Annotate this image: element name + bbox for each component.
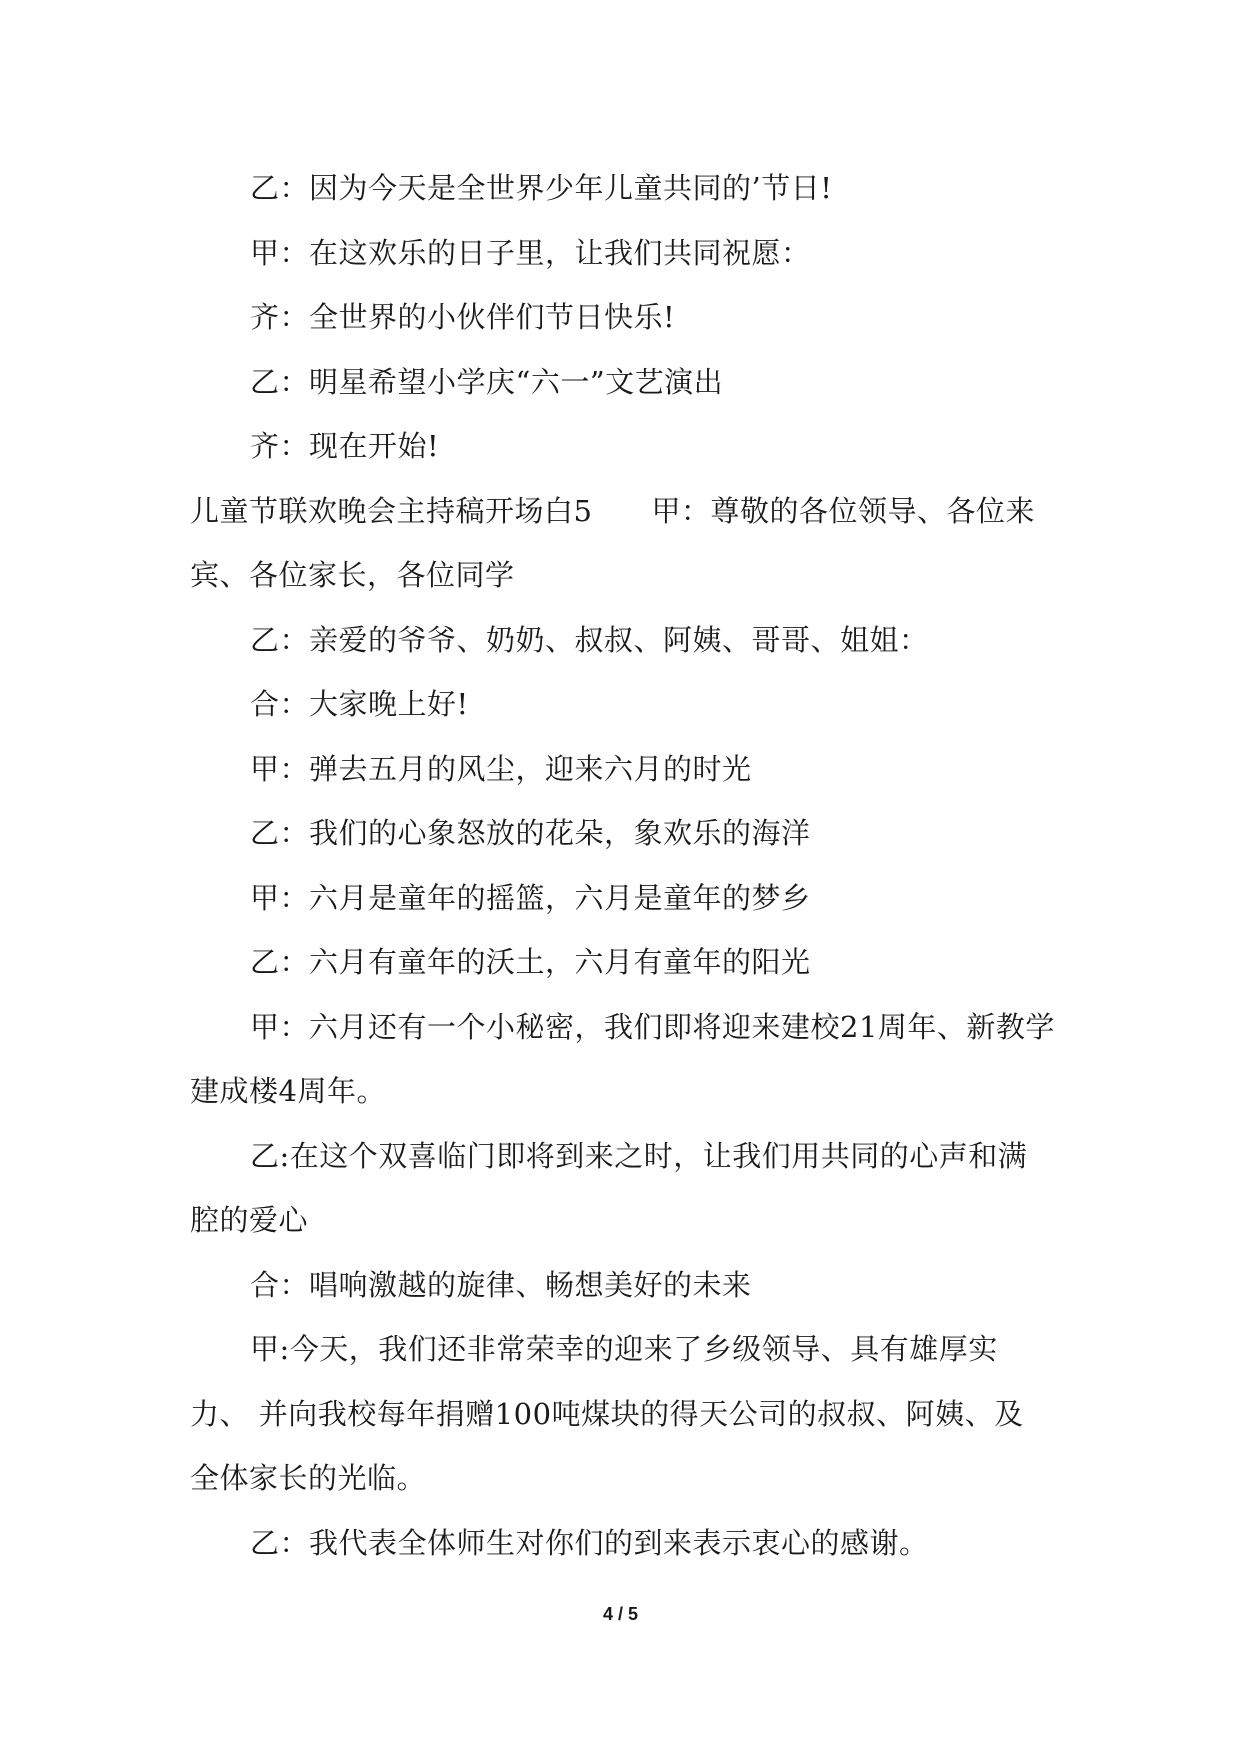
paragraph: 合：大家晚上好! (250, 687, 469, 721)
paragraph: 乙：因为今天是全世界少年儿童共同的’节日! (250, 171, 833, 205)
paragraph: 乙：六月有童年的沃土，六月有童年的阳光 (250, 945, 811, 979)
paragraph: 乙：亲爱的爷爷、奶奶、叔叔、阿姨、哥哥、姐姐： (250, 622, 929, 657)
paragraph: 乙：我代表全体师生对你们的到来表示衷心的感谢。 (250, 1525, 929, 1560)
paragraph: 甲：在这欢乐的日子里，让我们共同祝愿： (250, 235, 811, 270)
page-number: 4 / 5 (602, 1604, 639, 1624)
paragraph: 甲：弹去五月的风尘，迎来六月的时光 (250, 751, 752, 786)
paragraph: 合：唱响激越的旋律、畅想美好的未来 (250, 1267, 752, 1302)
paragraph: 甲：六月还有一个小秘密，我们即将迎来建校21周年、新教学建成楼4周年。 (190, 1009, 1055, 1108)
paragraph: 乙:在这个双喜临门即将到来之时，让我们用共同的心声和满腔的爱心 (190, 1138, 1028, 1237)
paragraph: 乙：明星希望小学庆“六一”文艺演出 (250, 364, 724, 399)
section-heading-paragraph: 儿童节联欢晚会主持稿开场白5 甲：尊敬的各位领导、各位来宾、各位家长，各位同学 (190, 493, 1035, 592)
paragraph: 乙：我们的心象怒放的花朵，象欢乐的海洋 (250, 816, 811, 850)
paragraph: 甲：六月是童年的摇篮，六月是童年的梦乡 (250, 880, 811, 915)
paragraph: 齐：全世界的小伙伴们节日快乐! (250, 300, 676, 334)
paragraph: 甲:今天，我们还非常荣幸的迎来了乡级领导、具有雄厚实力、 并向我校每年捐赠100吨煤块的得天公司的叔叔、阿姨、及 全体家长的光临。 (190, 1332, 1024, 1495)
paragraph: 齐：现在开始! (250, 429, 440, 463)
body-text (190, 156, 1056, 1575)
